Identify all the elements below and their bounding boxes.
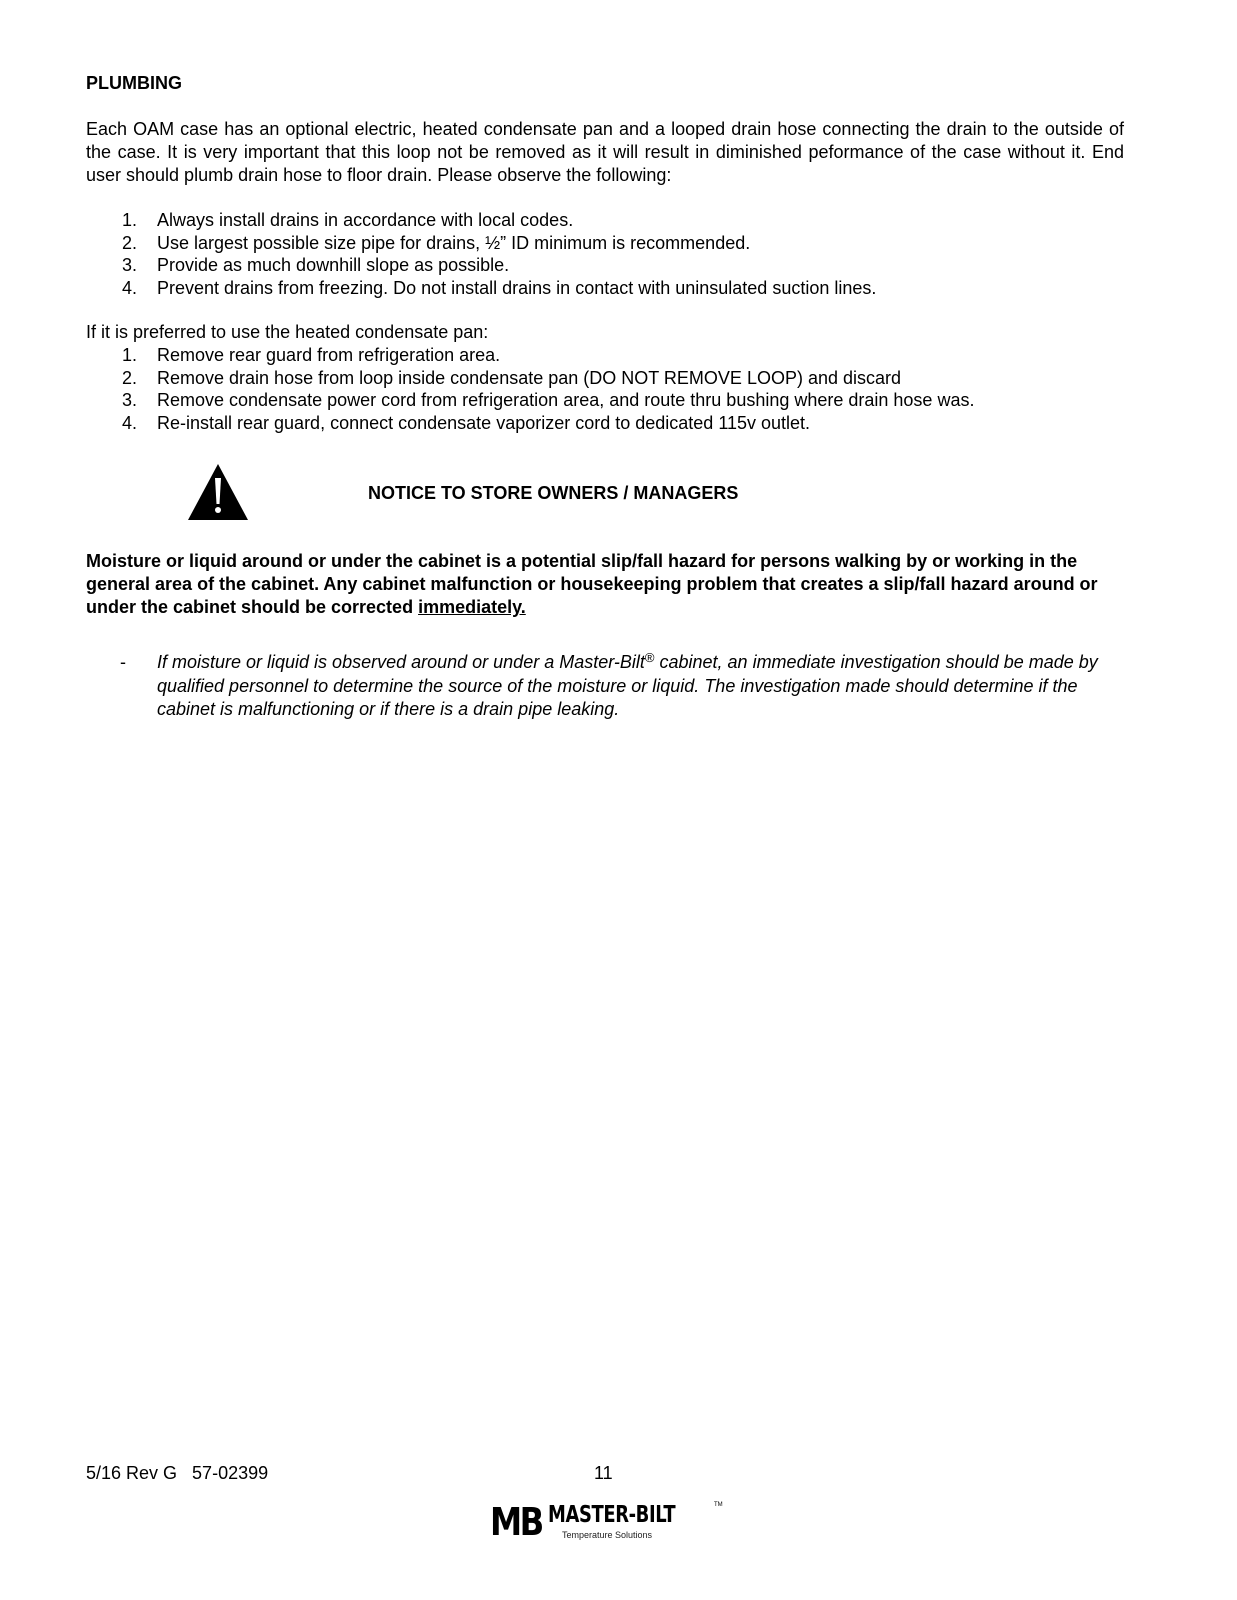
master-bilt-logo (490, 1500, 723, 1548)
list-item: 3. Provide as much downhill slope as possible. (122, 255, 510, 275)
revision-code: 5/16 Rev G 57-02399 (86, 1463, 269, 1483)
section-heading: PLUMBING (86, 73, 182, 93)
logo-trademark: TM (714, 1502, 723, 1508)
registered-mark: ® (644, 650, 655, 665)
list-item: 1. Always install drains in accordance with local codes. (122, 210, 574, 230)
bullet-dash: - (120, 652, 126, 672)
emphasis-text: immediately. (418, 597, 526, 617)
logo-monogram: MB (490, 1500, 542, 1544)
notice-block (186, 462, 886, 522)
list-item: 2. Use largest possible size pipe for drains, ½” ID minimum is recommended. (122, 232, 751, 253)
slip-hazard-warning: Moisture or liquid around or under the cabinet is a potential slip/fall hazard for persons walking by or working in the general area of the cabinet. Any cabinet malfunction or housekeeping problem that creates a slip/fall hazard around or under the cabinet should be corrected immediately. (86, 551, 1098, 617)
list-item: 2. Remove drain hose from loop inside condensate pan (DO NOT REMOVE LOOP) and discard (122, 367, 902, 388)
heated-pan-steps-list (86, 344, 1126, 434)
list-item: 3. Remove condensate power cord from refrigeration area, and route thru bushing where drain hose was. (122, 390, 975, 410)
notice-title: NOTICE TO STORE OWNERS / MANAGERS (368, 483, 739, 503)
drain-guidelines-list (86, 209, 1126, 299)
page-number: 11 (594, 1463, 613, 1483)
logo-tagline: Temperature Solutions (562, 1530, 653, 1540)
warning-triangle-icon (186, 462, 250, 522)
list-item: 4. Prevent drains from freezing. Do not install drains in contact with uninsulated suction lines. (122, 277, 877, 298)
investigation-note: If moisture or liquid is observed around or under a Master-Bilt® cabinet, an immediate investigation should be made by qualified personnel to determine the source of the moisture or liquid. The investigation made should determine if the cabinet is malfunctioning or if there is a drain pipe leaking. (157, 650, 1098, 719)
intro-paragraph: Each OAM case has an optional electric, heated condensate pan and a looped drain hose connecting the drain to the outside of the case. It is very important that this loop not be removed as it will result in diminished peformance of the case without it. End user should plumb drain hose to floor drain. Please observe the following: (86, 119, 1124, 185)
logo-brand: MASTER-BILT (548, 1502, 676, 1528)
heated-pan-intro: If it is preferred to use the heated condensate pan: (86, 322, 489, 342)
list-item: 4. Re-install rear guard, connect condensate vaporizer cord to dedicated 115v outlet. (122, 412, 811, 433)
list-item: 1. Remove rear guard from refrigeration area. (122, 345, 501, 365)
